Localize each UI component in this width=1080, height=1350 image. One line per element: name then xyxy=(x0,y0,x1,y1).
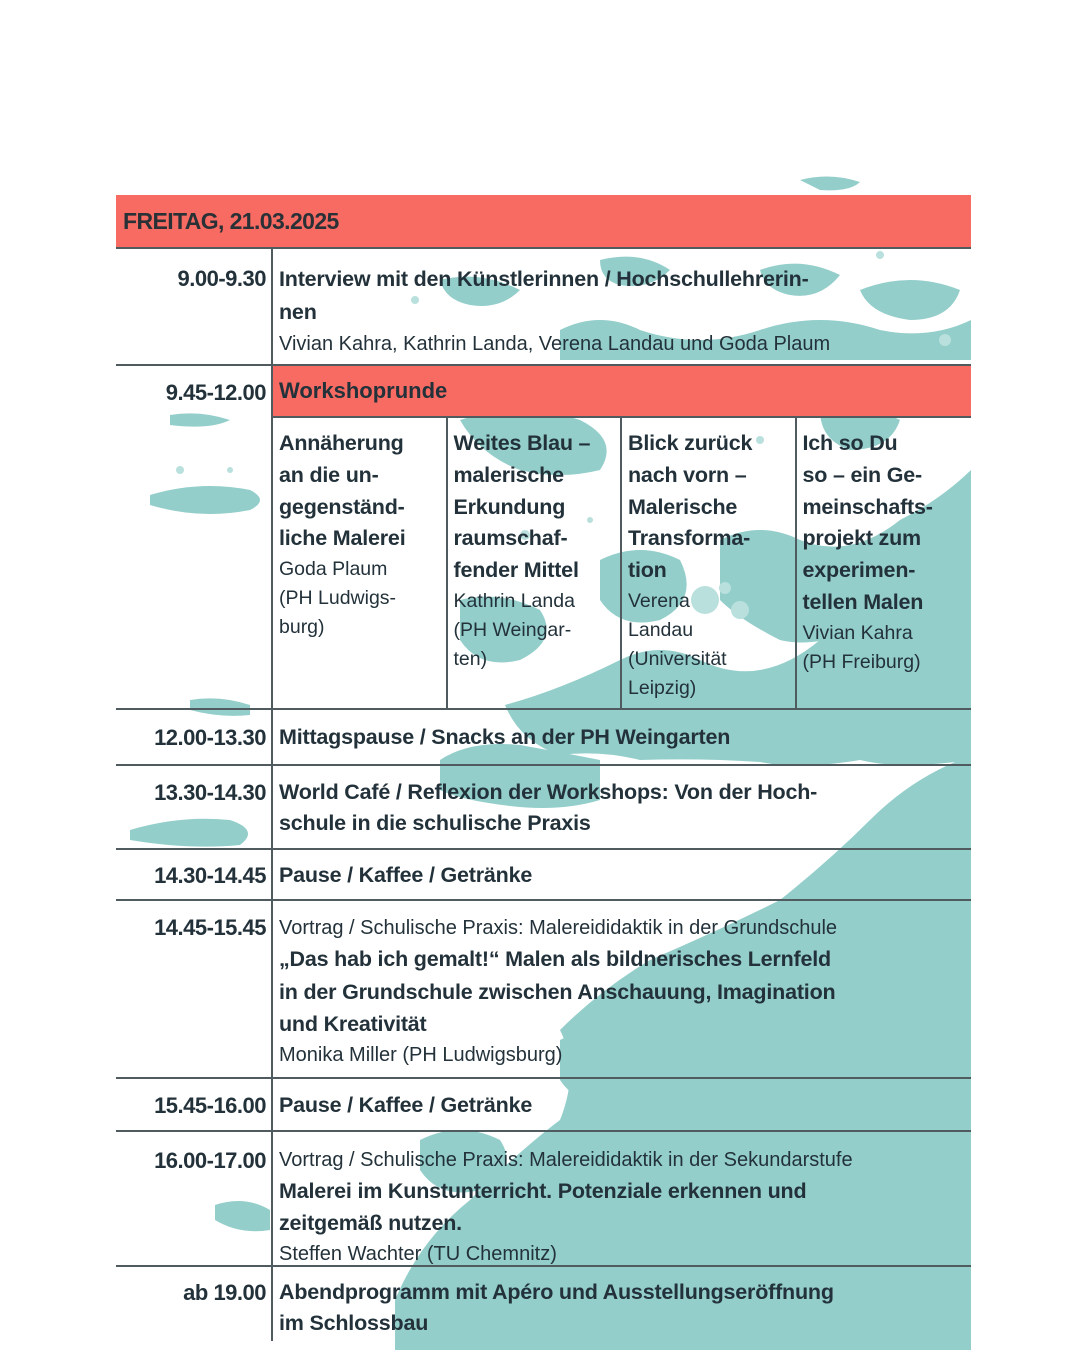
program-title: Pause / Kaffee / Getränke xyxy=(279,1093,533,1117)
workshop-cell xyxy=(448,418,623,708)
workshop-cell xyxy=(622,418,797,708)
program-content xyxy=(273,1132,971,1265)
time-label: 14.45-15.45 xyxy=(116,901,273,1077)
program-content xyxy=(273,850,971,899)
workshop-row xyxy=(116,366,971,710)
program-speaker: Monika Miller (PH Ludwigsburg) xyxy=(279,1044,563,1067)
time-label: 13.30-14.30 xyxy=(116,766,273,848)
workshop-title: Weites Blau – malerische Erkundung raumschaf- fender Mittel xyxy=(453,431,591,583)
program-title: Mittagspause / Snacks an der PH Weingarten xyxy=(279,725,731,749)
program-content xyxy=(273,766,971,848)
program-content xyxy=(273,249,971,364)
program-meta: Vortrag / Schulische Praxis: Malereididaktik in der Sekundarstufe xyxy=(279,1149,853,1171)
program-speaker: Steffen Wachter (TU Chemnitz) xyxy=(279,1242,557,1265)
workshop-info: Goda Plaum (PH Ludwigs- burg) xyxy=(279,558,397,638)
program-row xyxy=(116,901,971,1079)
workshop-title: Blick zurück nach vorn – Malerische Transforma- tion xyxy=(628,431,753,583)
workshop-title: Ich so Du so – ein Ge- meinschafts- projekt zum experimen- tellen Malen xyxy=(802,431,933,615)
time-label: 14.30-14.45 xyxy=(116,850,273,899)
schedule-table xyxy=(116,195,971,1341)
workshop-heading-label: Workshoprunde xyxy=(279,378,448,403)
program-content xyxy=(273,710,971,764)
program-speaker: Vivian Kahra, Kathrin Landa, Verena Landau und Goda Plaum xyxy=(279,332,831,355)
program-row xyxy=(116,1267,971,1341)
program-content xyxy=(273,1079,971,1130)
program-meta: Vortrag / Schulische Praxis: Malereididaktik in der Grundschule xyxy=(279,917,838,939)
program-row xyxy=(116,850,971,901)
workshop-heading xyxy=(273,366,971,418)
program-title: Abendprogramm mit Apéro und Ausstellungseröffnung im Schlossbau xyxy=(279,1280,834,1336)
program-row xyxy=(116,1079,971,1132)
workshop-info: Vivian Kahra (PH Freiburg) xyxy=(802,621,921,673)
time-label: 9.45-12.00 xyxy=(116,366,273,708)
workshop-grid xyxy=(273,418,971,708)
time-label: 12.00-13.30 xyxy=(116,710,273,764)
program-row xyxy=(116,766,971,850)
program-title: World Café / Reflexion der Workshops: Von der Hoch- schule in die schulische Praxis xyxy=(279,780,818,836)
program-row xyxy=(116,710,971,766)
program-title: Pause / Kaffee / Getränke xyxy=(279,863,533,887)
time-label: 15.45-16.00 xyxy=(116,1079,273,1130)
day-header xyxy=(116,195,971,249)
time-label: 9.00-9.30 xyxy=(116,249,273,364)
program-content xyxy=(273,901,971,1077)
program-title: Interview mit den Künstlerinnen / Hochschullehrerin- nen xyxy=(279,267,809,325)
day-label: FREITAG, 21.03.2025 xyxy=(123,207,339,234)
workshop-cell xyxy=(273,418,448,708)
workshop-cell xyxy=(797,418,972,708)
workshop-info: Kathrin Landa (PH Weingar- ten) xyxy=(453,590,575,670)
program-row xyxy=(116,1132,971,1267)
program-title: „Das hab ich gemalt!“ Malen als bildnerisches Lernfeld in der Grundschule zwischen Anschauung, Imagination und Kreativität xyxy=(279,947,836,1037)
workshop-title: Annäherung an die un- gegenständ- liche Malerei xyxy=(279,431,406,551)
time-label: ab 19.00 xyxy=(116,1267,273,1341)
program-row xyxy=(116,249,971,366)
program-content xyxy=(273,1267,971,1341)
time-label: 16.00-17.00 xyxy=(116,1132,273,1265)
workshop-block xyxy=(273,366,971,708)
workshop-info: Verena Landau (Universität Leipzig) xyxy=(628,590,727,699)
program-title: Malerei im Kunstunterricht. Potenziale erkennen und zeitgemäß nutzen. xyxy=(279,1179,807,1236)
